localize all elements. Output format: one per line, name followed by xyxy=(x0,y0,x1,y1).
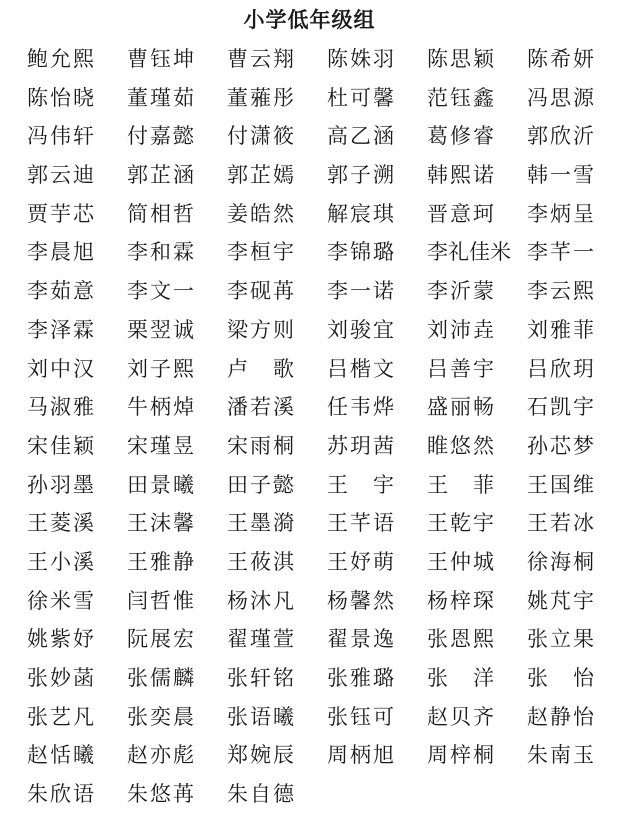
name-entry: 盛丽畅 xyxy=(427,395,496,420)
name-entry: 李和霖 xyxy=(127,240,196,265)
name-entry: 孙羽墨 xyxy=(27,472,96,497)
name-entry: 韩一雪 xyxy=(527,163,596,188)
name-entry: 郭欣沂 xyxy=(527,124,596,149)
name-entry: 王雅静 xyxy=(127,549,196,574)
name-entry: 阮展宏 xyxy=(127,627,196,652)
name-entry: 王墨漪 xyxy=(227,511,296,536)
name-entry: 栗翌诚 xyxy=(127,317,196,342)
name-entry: 张 洋 xyxy=(427,666,496,690)
name-entry: 李文一 xyxy=(127,279,196,304)
name-entry: 张妙菡 xyxy=(27,666,96,690)
name-entry: 赵静怡 xyxy=(527,704,596,729)
name-entry: 杜可馨 xyxy=(327,85,396,110)
name-entry: 张儒麟 xyxy=(127,666,196,690)
name-entry: 王 宇 xyxy=(327,472,396,497)
name-entry: 姜皓然 xyxy=(227,201,296,226)
name-entry: 董瑾茹 xyxy=(127,85,196,110)
name-entry: 张钰可 xyxy=(327,704,396,729)
name-entry: 李芊一 xyxy=(527,240,596,265)
name-entry: 解宸琪 xyxy=(327,201,396,226)
name-entry: 张语曦 xyxy=(227,704,296,729)
name-entry: 卢 歌 xyxy=(227,356,296,381)
name-entry: 董蕥彤 xyxy=(227,85,296,110)
name-entry: 李沂蒙 xyxy=(427,279,496,304)
name-entry: 范钰鑫 xyxy=(427,85,496,110)
name-entry: 王乾宇 xyxy=(427,511,496,536)
name-entry: 李礼佳米 xyxy=(427,240,511,265)
name-entry: 王仲城 xyxy=(427,549,496,574)
name-entry: 王莜淇 xyxy=(227,549,296,574)
name-entry: 王国维 xyxy=(527,472,596,497)
name-entry: 李桓宇 xyxy=(227,240,296,265)
name-entry: 刘沛垚 xyxy=(427,317,496,342)
name-entry: 李茹意 xyxy=(27,279,96,304)
name-entry: 梁方则 xyxy=(227,317,296,342)
name-entry: 朱自德 xyxy=(227,782,296,807)
name-entry: 王妤萌 xyxy=(327,549,396,574)
name-entry: 周梓桐 xyxy=(427,743,496,768)
name-entry: 苏玥茜 xyxy=(327,433,396,458)
name-entry: 郭云迪 xyxy=(27,163,96,188)
name-entry: 李一诺 xyxy=(327,279,396,304)
name-entry: 赵恬曦 xyxy=(27,743,96,768)
name-entry: 牛柄焯 xyxy=(127,395,196,420)
name-entry: 杨馨然 xyxy=(327,588,396,613)
name-entry: 葛修睿 xyxy=(427,124,496,149)
name-entry: 睢悠然 xyxy=(427,433,496,458)
name-entry: 郭芷涵 xyxy=(127,163,196,188)
name-entry: 王 菲 xyxy=(427,472,496,497)
name-entry: 韩熙诺 xyxy=(427,163,496,188)
name-entry: 贾芋芯 xyxy=(27,201,96,226)
name-entry: 朱欣语 xyxy=(27,782,96,807)
name-entry: 徐海桐 xyxy=(527,549,596,574)
name-entry: 王芊语 xyxy=(327,511,396,536)
page-title: 小学低年级组 xyxy=(243,7,376,32)
name-entry: 陈希妍 xyxy=(527,47,596,71)
name-entry: 翟瑾萱 xyxy=(227,627,296,652)
name-entry: 吕欣玥 xyxy=(527,356,596,381)
name-entry: 陈姝羽 xyxy=(327,47,396,71)
name-entry: 简相哲 xyxy=(127,201,196,226)
name-entry: 王若冰 xyxy=(527,511,596,536)
name-entry: 宋佳颖 xyxy=(27,433,96,458)
name-entry: 刘中汉 xyxy=(27,356,96,381)
name-entry: 王小溪 xyxy=(27,549,96,574)
name-entry: 李锦璐 xyxy=(327,240,396,265)
name-entry: 徐米雪 xyxy=(27,588,96,613)
name-entry: 郭芷嫣 xyxy=(227,163,296,188)
name-entry: 任韦烨 xyxy=(327,395,396,420)
name-entry: 石凯宇 xyxy=(527,395,596,420)
name-entry: 李炳呈 xyxy=(527,201,596,226)
name-entry: 朱悠苒 xyxy=(127,782,196,807)
name-entry: 曹云翔 xyxy=(227,47,296,71)
name-entry: 吕楷文 xyxy=(327,356,396,381)
name-entry: 冯思源 xyxy=(527,85,596,110)
name-entry: 张立果 xyxy=(527,627,596,652)
name-entry: 闫哲惟 xyxy=(127,588,196,613)
name-entry: 晋意珂 xyxy=(427,201,496,226)
name-entry: 鲍允熙 xyxy=(27,47,96,71)
name-entry: 王菱溪 xyxy=(27,511,96,536)
name-entry: 陈思颖 xyxy=(427,47,496,71)
name-entry: 张 怡 xyxy=(527,666,596,690)
name-entry: 田子懿 xyxy=(227,472,296,497)
name-entry: 潘若溪 xyxy=(227,395,296,420)
name-entry: 杨梓琛 xyxy=(427,588,496,613)
name-entry: 付嘉懿 xyxy=(127,124,196,149)
name-entry: 周柄旭 xyxy=(327,743,396,768)
name-entry: 李云熙 xyxy=(527,279,596,304)
name-entry: 孙芯梦 xyxy=(527,433,596,458)
name-entry: 张奕晨 xyxy=(127,704,196,729)
name-entry: 赵贝齐 xyxy=(427,704,496,729)
name-entry: 赵亦彪 xyxy=(127,743,196,768)
name-entry: 李晨旭 xyxy=(27,240,96,265)
name-entry: 刘雅菲 xyxy=(527,317,596,342)
name-entry: 马淑雅 xyxy=(27,395,96,420)
name-entry: 朱南玉 xyxy=(527,743,596,768)
name-entry: 姚紫妤 xyxy=(27,627,96,652)
name-entry: 付潇筱 xyxy=(227,124,296,149)
name-entry: 王沫馨 xyxy=(127,511,196,536)
name-entry: 吕善宇 xyxy=(427,356,496,381)
name-entry: 曹钰坤 xyxy=(127,47,196,71)
name-entry: 冯伟轩 xyxy=(27,124,96,149)
name-entry: 张恩熙 xyxy=(427,627,496,652)
name-entry: 郭子溯 xyxy=(327,163,396,188)
name-entry: 宋瑾昱 xyxy=(127,433,196,458)
name-entry: 翟景逸 xyxy=(327,627,396,652)
name-entry: 宋雨桐 xyxy=(227,433,296,458)
name-entry: 高乙涵 xyxy=(327,124,396,149)
name-entry: 姚芃宇 xyxy=(527,588,596,613)
name-entry: 刘子熙 xyxy=(127,356,196,381)
name-entry: 张轩铭 xyxy=(227,666,296,690)
name-entry: 李砚苒 xyxy=(227,279,296,304)
name-entry: 郑婉辰 xyxy=(227,743,296,768)
name-entry: 刘骏宜 xyxy=(327,317,396,342)
name-grid xyxy=(27,40,607,814)
name-entry: 田景曦 xyxy=(127,472,196,497)
name-entry: 杨沐凡 xyxy=(227,588,296,613)
name-entry: 陈怡晓 xyxy=(27,85,96,110)
name-entry: 张雅璐 xyxy=(327,666,396,690)
name-entry: 李泽霖 xyxy=(27,317,96,342)
name-entry: 张艺凡 xyxy=(27,704,96,729)
